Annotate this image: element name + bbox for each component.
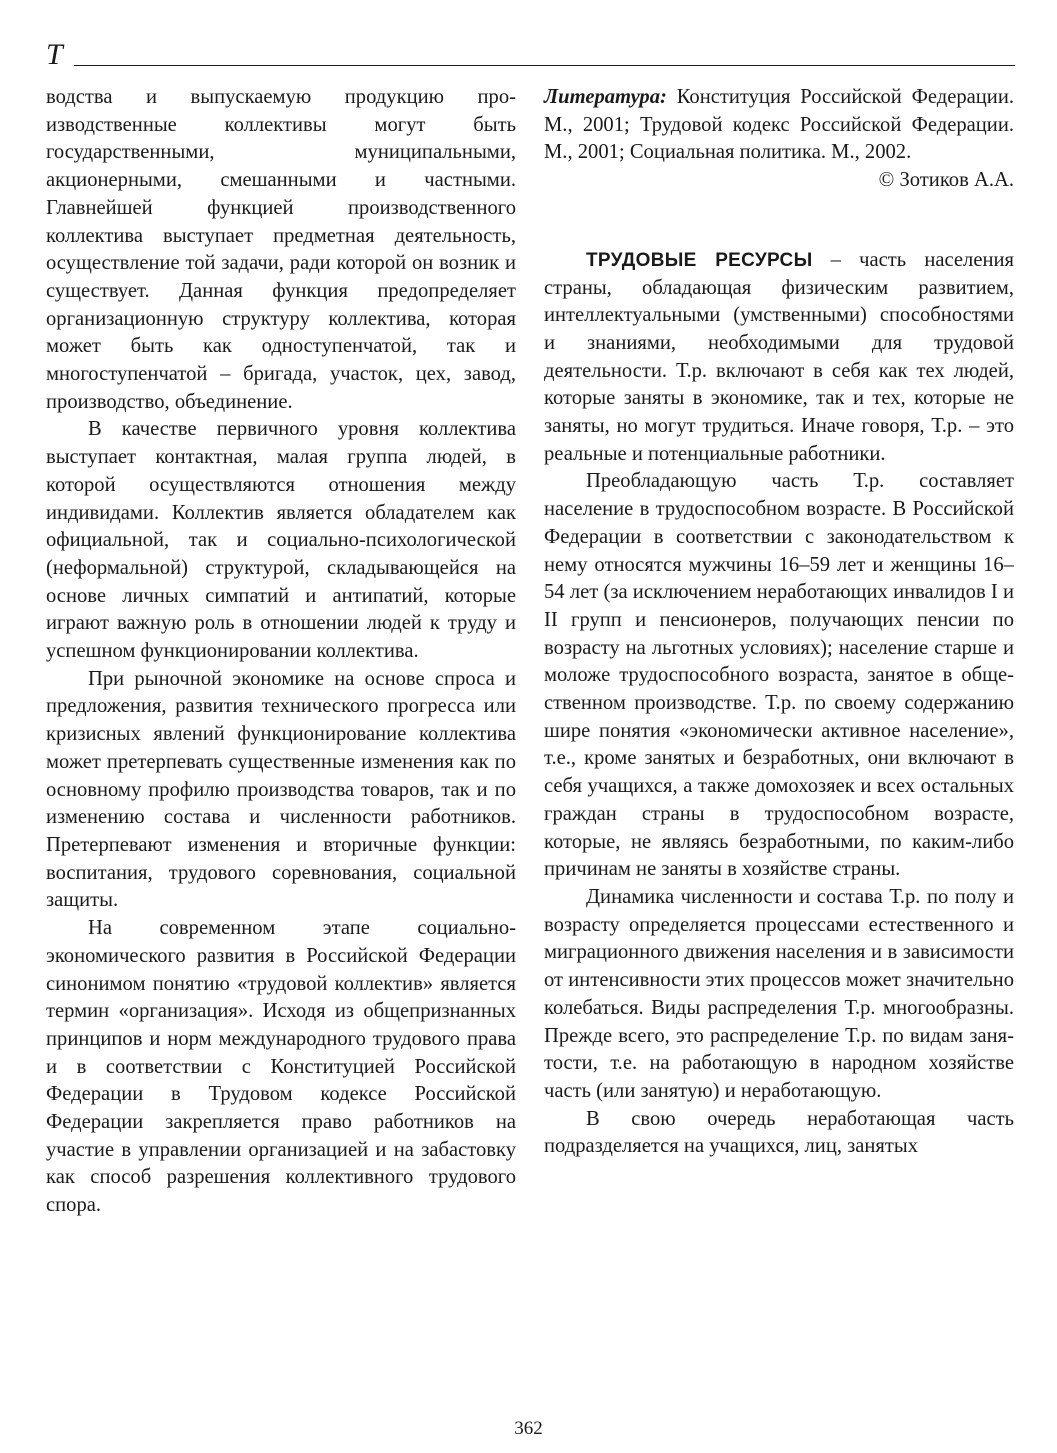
left-column bbox=[46, 84, 516, 1220]
entry-definition-paragraph bbox=[544, 247, 1014, 469]
entry-gap bbox=[544, 195, 1014, 247]
right-column bbox=[544, 84, 1014, 1161]
paragraph: водства и выпускаемую продукцию производственные коллективы могут быть государственными, муниципальными, акционерными, смешанными и частными. Главнейшей функцией производственного коллектива выступает предметная деятельность, осуществление той задачи, ради которой он возник и существует. Данная функция предопределяет организационную структуру коллектива, которая может быть как одноступенчатой, так и многоступенчатой – бригада, участок, цех, завод, производство, объединение. bbox=[46, 86, 516, 413]
entry-term: ТРУДОВЫЕ РЕСУРСЫ bbox=[586, 249, 813, 271]
entry-definition: – часть населения страны, обладающая физическим развитием, интеллектуальными (умственными) способностями и знаниями, необходимыми для трудовой деятельности. Т.р. включают в себя как тех людей, которые заняты в экономике, так и тех, которые не заняты, но могут трудиться. Иначе говоря, Т.р. – это реальные и потенциальные работники. bbox=[544, 248, 1014, 465]
paragraph: В качестве первичного уровня коллектива выступает контактная, малая группа людей, в которой осуществляются отношения между индивидами. Коллектив является обладателем как официальной, так и социально-психологической (неформальной) структурой, складывающейся на основе личных симпатий и антипатий, которые играют важную роль в отношении людей к труду и успешном функционировании коллектива. bbox=[46, 418, 516, 663]
literature-text: Конституция Российской Федерации. М., 2001; Трудовой кодекс Российской Федерации. М., 2001; Социальная политика. М., 2002. bbox=[544, 86, 1014, 164]
paragraph: Динамика численности и состава Т.р. по полу и возрасту определяется процессами естественного и миграционного движения населения и в зависимости от интенсивности этих процессов может значительно колебаться. Виды распределения Т.р. многообразны. Прежде всего, это распределение Т.р. по видам занятости, т.е. на работающую в народном хозяйстве часть (или занятую) и неработающую. bbox=[544, 885, 1014, 1102]
literature-label: Литература: bbox=[544, 86, 667, 108]
paragraph: Преобладающую часть Т.р. составляет население в трудоспособном возрасте. В Российской Федерации в соответствии с законодательством к нему относятся мужчины 16–59 лет и женщины 16–54 лет (за исключением неработающих инвалидов I и II групп и пенсионеров, получающих пенсии по возрасту на льготных условиях); население старше и моложе трудоспособного возраста, занятое в общественном производстве. Т.р. по своему содержанию шире понятия «экономически активное население», т.е., кроме занятых и безработных, они включают в себя учащихся, а также домохозяек и всех остальных граждан страны в трудоспособном возрасте, которые, не являясь безработными, по каким-либо причинам не заняты в хозяйстве страны. bbox=[544, 470, 1014, 881]
author-copyright: © Зотиков А.А. bbox=[878, 169, 1014, 192]
paragraph: На современном этапе социально-экономического развития в Российской Федерации синонимом понятию «трудовой коллектив» является термин «организация». Исходя из общепризнанных принципов и норм международного трудового права и в соответствии с Конституцией Российской Федерации в Трудовом кодексе Российской Федерации закрепляется право работников на участие в управлении организацией и на забастовку как способ разрешения коллективного трудового спора. bbox=[46, 917, 516, 1217]
paragraph: При рыночной экономике на основе спроса и предложения, развития технического прогресса или кризисных явлений функционирование коллектива может претерпевать существенные изменения как по основному профилю производства товаров, так и по изменению состава и численности работников. Претерпевают изменения и вторичные функции: воспитания, трудового соревнования, социальной защиты. bbox=[46, 667, 516, 912]
running-header bbox=[46, 38, 1015, 74]
literature-block bbox=[544, 84, 1014, 167]
page-number: 362 bbox=[514, 1418, 543, 1439]
header-rule bbox=[74, 65, 1015, 66]
paragraph: В свою очередь неработающая часть подразделяется на учащихся, лиц, занятых bbox=[544, 1107, 1014, 1158]
section-letter: Т bbox=[46, 38, 63, 71]
